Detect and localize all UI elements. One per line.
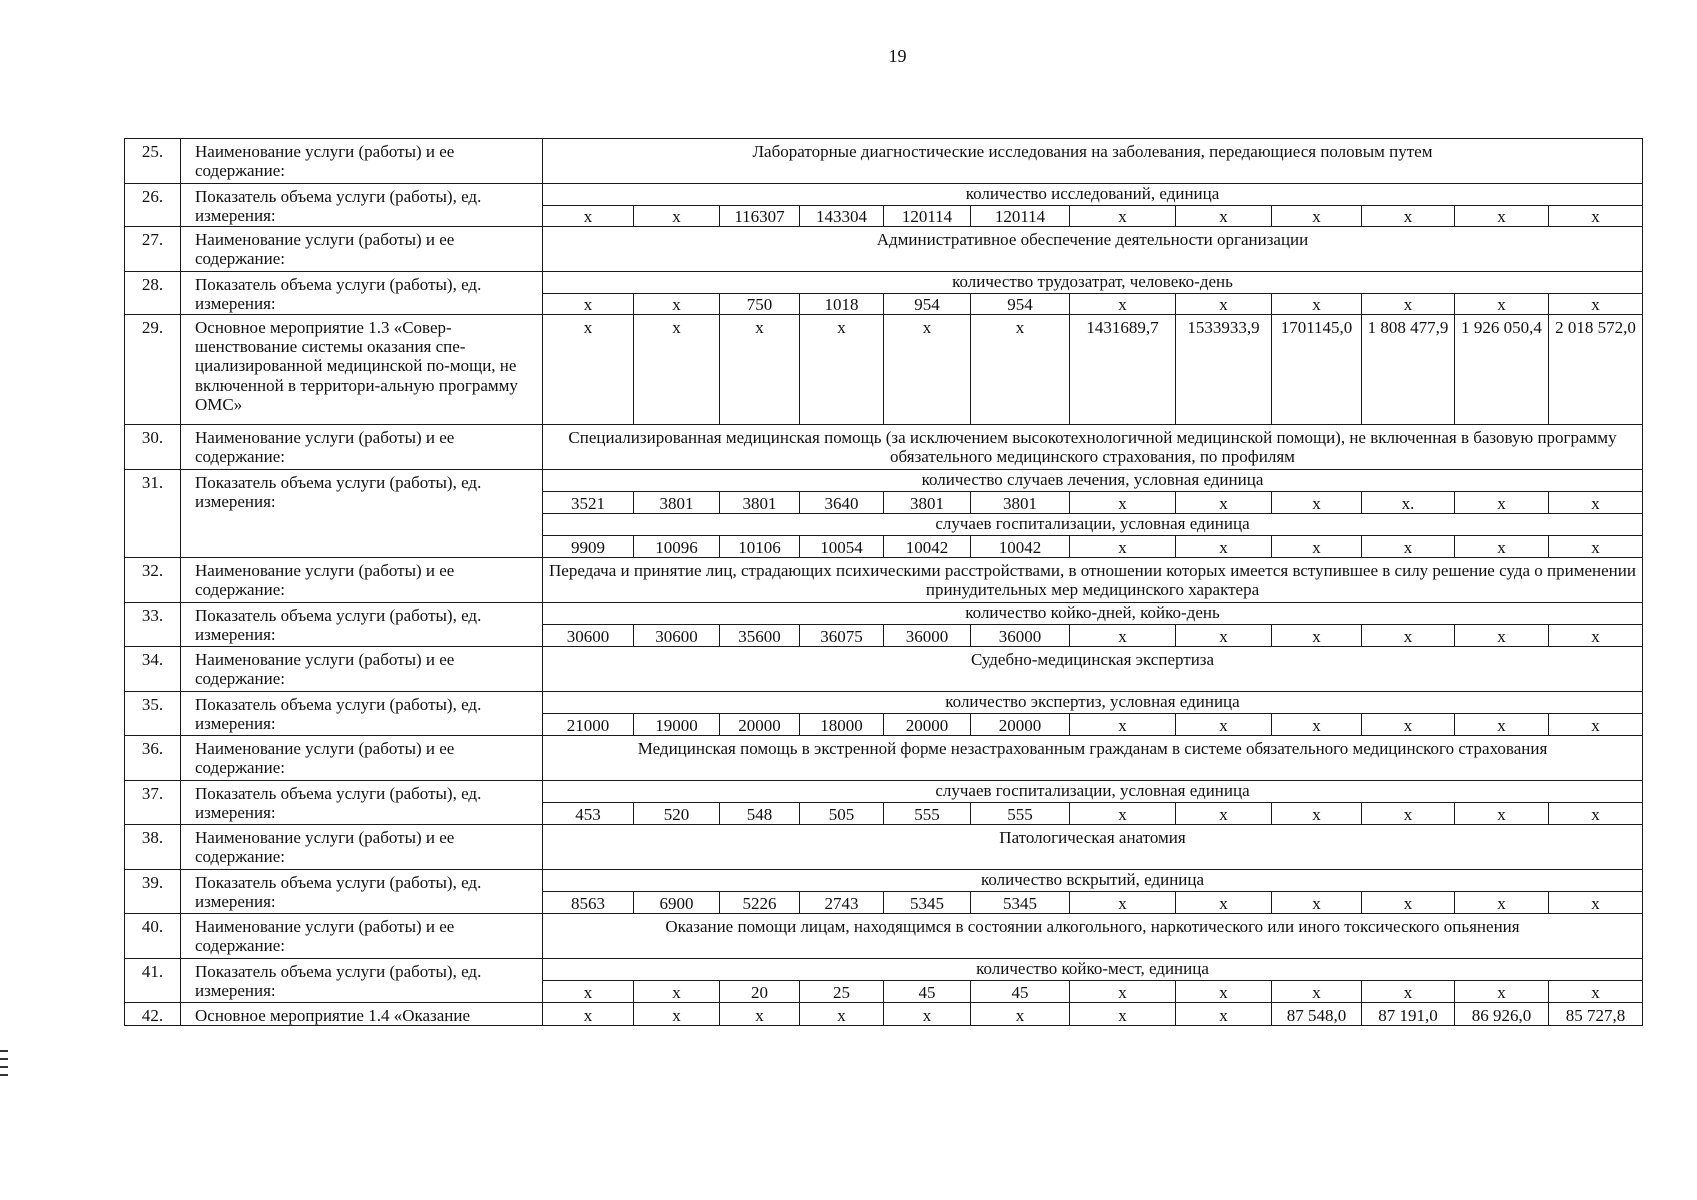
table-cell: 18000 bbox=[800, 714, 884, 736]
row-label: Показатель объема услуги (работы), ед. измерения: bbox=[181, 781, 543, 825]
table-cell: х bbox=[1362, 206, 1455, 227]
table-cell: 3640 bbox=[800, 492, 884, 514]
table-cell: х bbox=[1362, 981, 1455, 1003]
table-row bbox=[125, 425, 1643, 470]
table-cell: 87 191,0 bbox=[1362, 1003, 1455, 1026]
table-cell: 5345 bbox=[884, 892, 971, 914]
table-cell: 25 bbox=[800, 981, 884, 1003]
table-cell: 1 808 477,9 bbox=[1362, 315, 1455, 425]
table-cell: 36000 bbox=[884, 625, 971, 647]
table-cell: х bbox=[1455, 981, 1549, 1003]
row-label: Наименование услуги (работы) и ее содержание: bbox=[181, 558, 543, 603]
table-cell: х bbox=[884, 1003, 971, 1026]
table-row bbox=[125, 825, 1643, 870]
table-cell: х bbox=[1070, 625, 1176, 647]
table-cell: х bbox=[1176, 892, 1272, 914]
row-number: 37. bbox=[125, 781, 181, 825]
table-cell: х bbox=[543, 981, 634, 1003]
table-cell: 9909 bbox=[543, 536, 634, 558]
table-cell: х bbox=[1549, 294, 1643, 315]
table-cell: 85 727,8 bbox=[1549, 1003, 1643, 1026]
table-body bbox=[125, 139, 1643, 1026]
table-cell: 1431689,7 bbox=[1070, 315, 1176, 425]
page-number: 19 bbox=[888, 46, 907, 66]
table-cell: 1018 bbox=[800, 294, 884, 315]
table-row bbox=[125, 1003, 1643, 1026]
margin-marks bbox=[0, 1050, 10, 1082]
table-cell: х bbox=[634, 981, 720, 1003]
table-cell: х bbox=[1176, 492, 1272, 514]
row-number: 41. bbox=[125, 959, 181, 1003]
table-row bbox=[125, 914, 1643, 959]
table-cell: 750 bbox=[720, 294, 800, 315]
measurement-unit: количество экспертиз, условная единица bbox=[543, 692, 1643, 714]
table-cell: х bbox=[884, 315, 971, 425]
table-cell: 520 bbox=[634, 803, 720, 825]
row-label: Наименование услуги (работы) и ее содержание: bbox=[181, 425, 543, 470]
table-cell: х bbox=[634, 294, 720, 315]
table-row bbox=[125, 558, 1643, 603]
service-description: Лабораторные диагностические исследования на заболевания, передающиеся половым путем bbox=[543, 139, 1643, 184]
table-cell: 548 bbox=[720, 803, 800, 825]
table-cell: х bbox=[1070, 294, 1176, 315]
table-cell: 555 bbox=[971, 803, 1070, 825]
table-cell: х bbox=[1070, 981, 1176, 1003]
table-cell: х bbox=[1272, 206, 1362, 227]
table-cell: х bbox=[1272, 294, 1362, 315]
service-description: Оказание помощи лицам, находящимся в состоянии алкогольного, наркотического или иного токсического опьянения bbox=[543, 914, 1643, 959]
row-number: 33. bbox=[125, 603, 181, 647]
table-cell: х bbox=[720, 315, 800, 425]
table-cell: 3801 bbox=[884, 492, 971, 514]
table-cell: х bbox=[543, 315, 634, 425]
row-number: 39. bbox=[125, 870, 181, 914]
row-number: 34. bbox=[125, 647, 181, 692]
table-cell: 2 018 572,0 bbox=[1549, 315, 1643, 425]
table-cell: 5345 bbox=[971, 892, 1070, 914]
table-cell: 10054 bbox=[800, 536, 884, 558]
table-cell: х bbox=[1549, 625, 1643, 647]
table-row bbox=[125, 184, 1643, 206]
table-cell: х bbox=[1272, 625, 1362, 647]
table-cell: 3521 bbox=[543, 492, 634, 514]
table-cell: 35600 bbox=[720, 625, 800, 647]
row-number: 42. bbox=[125, 1003, 181, 1026]
row-label: Показатель объема услуги (работы), ед. измерения: bbox=[181, 959, 543, 1003]
measurement-unit: случаев госпитализации, условная единица bbox=[543, 514, 1643, 536]
measurement-unit: количество трудозатрат, человеко-день bbox=[543, 272, 1643, 294]
measure-title: Основное мероприятие 1.3 «Совер-шенствование системы оказания спе-циализированной медицинской по-мощи, не включенной в территори-альную программу ОМС» bbox=[181, 315, 543, 425]
table-cell: 2743 bbox=[800, 892, 884, 914]
table-cell: х bbox=[1455, 803, 1549, 825]
row-number: 35. bbox=[125, 692, 181, 736]
table-cell: 30600 bbox=[543, 625, 634, 647]
table-cell: х bbox=[1070, 536, 1176, 558]
table-row bbox=[125, 315, 1643, 425]
table-cell: х bbox=[1176, 981, 1272, 1003]
table-cell: х bbox=[1272, 803, 1362, 825]
table-cell: х bbox=[1176, 1003, 1272, 1026]
service-description: Передача и принятие лиц, страдающих психическими расстройствами, в отношении которых имеется вступившее в силу решение суда о применении принудительных мер медицинского характера bbox=[543, 558, 1643, 603]
table-cell: х bbox=[1176, 206, 1272, 227]
row-number: 26. bbox=[125, 184, 181, 227]
table-cell: 1701145,0 bbox=[1272, 315, 1362, 425]
table-cell: х bbox=[800, 315, 884, 425]
table-cell: х bbox=[1176, 294, 1272, 315]
row-label: Показатель объема услуги (работы), ед. измерения: bbox=[181, 272, 543, 315]
service-description: Административное обеспечение деятельности организации bbox=[543, 227, 1643, 272]
table-row bbox=[125, 139, 1643, 184]
table-cell: х bbox=[1070, 714, 1176, 736]
table-cell: 20000 bbox=[720, 714, 800, 736]
measurement-unit: количество койко-мест, единица bbox=[543, 959, 1643, 981]
row-number: 27. bbox=[125, 227, 181, 272]
table-cell: 36000 bbox=[971, 625, 1070, 647]
table-cell: х bbox=[1549, 803, 1643, 825]
table-cell: 505 bbox=[800, 803, 884, 825]
table-cell: х bbox=[634, 1003, 720, 1026]
table-row bbox=[125, 781, 1643, 803]
table-cell: х bbox=[634, 315, 720, 425]
table-cell: х bbox=[800, 1003, 884, 1026]
table-cell: 10096 bbox=[634, 536, 720, 558]
table-cell: х bbox=[1455, 492, 1549, 514]
table-cell: 10042 bbox=[884, 536, 971, 558]
table-cell: 954 bbox=[971, 294, 1070, 315]
table-cell: 954 bbox=[884, 294, 971, 315]
table-cell: х bbox=[1176, 803, 1272, 825]
table-row bbox=[125, 692, 1643, 714]
table-cell: 20 bbox=[720, 981, 800, 1003]
table-cell: х bbox=[1176, 536, 1272, 558]
row-label: Наименование услуги (работы) и ее содержание: bbox=[181, 647, 543, 692]
table-cell: х bbox=[1176, 714, 1272, 736]
table-cell: х bbox=[1455, 294, 1549, 315]
row-label: Наименование услуги (работы) и ее содержание: bbox=[181, 914, 543, 959]
row-label: Наименование услуги (работы) и ее содержание: bbox=[181, 227, 543, 272]
table-cell: 555 bbox=[884, 803, 971, 825]
table-row bbox=[125, 870, 1643, 892]
table-cell: х bbox=[634, 206, 720, 227]
table-cell: х bbox=[1070, 892, 1176, 914]
table-cell: х bbox=[1362, 803, 1455, 825]
table-cell: 1 926 050,4 bbox=[1455, 315, 1549, 425]
table-cell: х bbox=[1362, 625, 1455, 647]
table-cell: х bbox=[1362, 892, 1455, 914]
row-label: Показатель объема услуги (работы), ед. измерения: bbox=[181, 470, 543, 558]
row-label: Наименование услуги (работы) и ее содержание: bbox=[181, 825, 543, 870]
table-cell: х bbox=[1070, 492, 1176, 514]
table-cell: х bbox=[1549, 714, 1643, 736]
table-cell: х bbox=[1549, 206, 1643, 227]
measurement-unit: количество случаев лечения, условная единица bbox=[543, 470, 1643, 492]
table-cell: 45 bbox=[971, 981, 1070, 1003]
row-number: 36. bbox=[125, 736, 181, 781]
table-cell: х bbox=[1070, 1003, 1176, 1026]
table-cell: х bbox=[1070, 206, 1176, 227]
table-row bbox=[125, 470, 1643, 492]
table-cell: 3801 bbox=[634, 492, 720, 514]
table-cell: 87 548,0 bbox=[1272, 1003, 1362, 1026]
row-number: 38. bbox=[125, 825, 181, 870]
service-description: Медицинская помощь в экстренной форме незастрахованным гражданам в системе обязательного медицинского страхования bbox=[543, 736, 1643, 781]
table-cell: 453 bbox=[543, 803, 634, 825]
table-cell: х bbox=[1455, 892, 1549, 914]
table-row bbox=[125, 736, 1643, 781]
table-cell: х. bbox=[1362, 492, 1455, 514]
table-cell: х bbox=[971, 1003, 1070, 1026]
services-table bbox=[124, 138, 1643, 1026]
table-cell: х bbox=[543, 206, 634, 227]
row-number: 31. bbox=[125, 470, 181, 558]
measure-title: Основное мероприятие 1.4 «Оказание bbox=[181, 1003, 543, 1026]
table-cell: 6900 bbox=[634, 892, 720, 914]
table-cell: 36075 bbox=[800, 625, 884, 647]
table-row bbox=[125, 227, 1643, 272]
service-description: Судебно-медицинская экспертиза bbox=[543, 647, 1643, 692]
table-cell: х bbox=[1362, 294, 1455, 315]
table-cell: х bbox=[1455, 206, 1549, 227]
table-cell: 5226 bbox=[720, 892, 800, 914]
table-cell: х bbox=[1272, 492, 1362, 514]
table-cell: 20000 bbox=[884, 714, 971, 736]
table-cell: 10042 bbox=[971, 536, 1070, 558]
table-cell: х bbox=[1549, 536, 1643, 558]
row-number: 28. bbox=[125, 272, 181, 315]
table-cell: 45 bbox=[884, 981, 971, 1003]
table-cell: 21000 bbox=[543, 714, 634, 736]
table-cell: х bbox=[1455, 714, 1549, 736]
table-cell: 86 926,0 bbox=[1455, 1003, 1549, 1026]
row-label: Наименование услуги (работы) и ее содержание: bbox=[181, 139, 543, 184]
table-cell: х bbox=[1455, 536, 1549, 558]
table-cell: 3801 bbox=[720, 492, 800, 514]
table-cell: х bbox=[543, 294, 634, 315]
table-cell: х bbox=[1362, 536, 1455, 558]
table-cell: х bbox=[1272, 981, 1362, 1003]
table-cell: 19000 bbox=[634, 714, 720, 736]
table-cell: 120114 bbox=[971, 206, 1070, 227]
table-row bbox=[125, 272, 1643, 294]
table-cell: 1533933,9 bbox=[1176, 315, 1272, 425]
row-label: Показатель объема услуги (работы), ед. измерения: bbox=[181, 184, 543, 227]
table-cell: х bbox=[1176, 625, 1272, 647]
table-row bbox=[125, 647, 1643, 692]
row-number: 32. bbox=[125, 558, 181, 603]
table-cell: х bbox=[1455, 625, 1549, 647]
table-cell: х bbox=[1549, 492, 1643, 514]
measurement-unit: количество вскрытий, единица bbox=[543, 870, 1643, 892]
table-cell: х bbox=[971, 315, 1070, 425]
table-cell: 8563 bbox=[543, 892, 634, 914]
table-cell: 116307 bbox=[720, 206, 800, 227]
row-label: Наименование услуги (работы) и ее содержание: bbox=[181, 736, 543, 781]
measurement-unit: количество исследований, единица bbox=[543, 184, 1643, 206]
table-cell: х bbox=[543, 1003, 634, 1026]
table-row bbox=[125, 603, 1643, 625]
row-label: Показатель объема услуги (работы), ед. измерения: bbox=[181, 603, 543, 647]
table-cell: х bbox=[1070, 803, 1176, 825]
row-number: 40. bbox=[125, 914, 181, 959]
table-cell: 120114 bbox=[884, 206, 971, 227]
service-description: Патологическая анатомия bbox=[543, 825, 1643, 870]
row-number: 25. bbox=[125, 139, 181, 184]
row-number: 30. bbox=[125, 425, 181, 470]
table-cell: х bbox=[1549, 892, 1643, 914]
measurement-unit: количество койко-дней, койко-день bbox=[543, 603, 1643, 625]
table-row bbox=[125, 959, 1643, 981]
row-label: Показатель объема услуги (работы), ед. измерения: bbox=[181, 692, 543, 736]
row-number: 29. bbox=[125, 315, 181, 425]
service-description: Специализированная медицинская помощь (за исключением высокотехнологичной медицинской помощи), не включенная в базовую программу обязательного медицинского страхования, по профилям bbox=[543, 425, 1643, 470]
table-cell: х bbox=[1272, 892, 1362, 914]
table-cell: х bbox=[1272, 714, 1362, 736]
table-cell: 20000 bbox=[971, 714, 1070, 736]
table-cell: х bbox=[720, 1003, 800, 1026]
table-cell: х bbox=[1272, 536, 1362, 558]
table-cell: 143304 bbox=[800, 206, 884, 227]
row-label: Показатель объема услуги (работы), ед. измерения: bbox=[181, 870, 543, 914]
table-cell: х bbox=[1549, 981, 1643, 1003]
table-cell: 10106 bbox=[720, 536, 800, 558]
table-cell: х bbox=[1362, 714, 1455, 736]
measurement-unit: случаев госпитализации, условная единица bbox=[543, 781, 1643, 803]
table-cell: 30600 bbox=[634, 625, 720, 647]
table-cell: 3801 bbox=[971, 492, 1070, 514]
